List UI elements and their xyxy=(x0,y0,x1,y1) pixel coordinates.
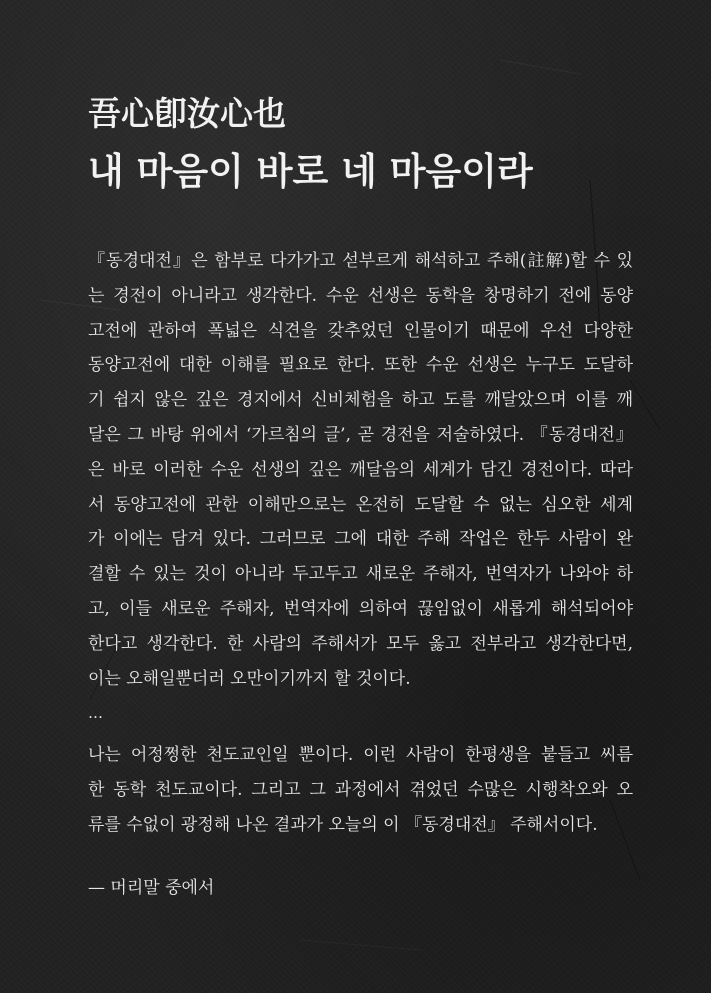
text-line: 이는 오해일뿐더러 오만이기까지 할 것이다. xyxy=(88,668,411,689)
texture-scratch xyxy=(300,940,420,950)
text-line: 가 이에는 담겨 있다. 그러므로 그에 대한 주해 작업은 한두 사람이 완 xyxy=(88,529,633,550)
body-text xyxy=(88,244,633,843)
ellipsis: … xyxy=(88,704,103,723)
text-line: 기 쉽지 않은 깊은 경지에서 신비체험을 하고 도를 깨달았으며 이를 깨 xyxy=(88,390,633,411)
paragraph-closing xyxy=(88,738,633,842)
texture-crack xyxy=(630,380,660,430)
text-line: 은 바로 이러한 수운 선생의 깊은 깨달음의 세계가 담긴 경전이다. 따라 xyxy=(88,459,633,480)
paragraph-gap xyxy=(88,730,633,738)
text-line: 한 동학 천도교이다. 그리고 그 과정에서 겪었던 수많은 시행착오와 오 xyxy=(88,780,633,801)
text-line: 달은 그 바탕 위에서 ‘가르침의 글’, 곧 경전을 저술하였다. 『동경대전』 xyxy=(88,424,633,445)
text-line: 결할 수 있는 것이 아니라 두고두고 새로운 주해자, 번역자가 나와야 하 xyxy=(88,564,633,585)
text-line: 『동경대전』은 함부로 다가가고 섣부르게 해석하고 주해(註解)할 수 있 xyxy=(88,251,633,271)
text-line: 나는 어정쩡한 천도교인일 뿐이다. 이런 사람이 한평생을 붙들고 씨름 xyxy=(88,745,633,766)
title-hanja: 吾心卽汝心也 xyxy=(88,94,286,133)
text-line: 고전에 관하여 폭넓은 식견을 갖추었던 인물이기 때문에 우선 다양한 xyxy=(88,320,633,341)
text-line: 류를 수없이 광정해 나온 결과가 오늘의 이 『동경대전』 주해서이다. xyxy=(88,814,598,835)
text-line: 는 경전이 아니라고 생각한다. 수운 선생은 동학을 창명하기 전에 동양 xyxy=(88,285,633,306)
paragraph-preface xyxy=(88,244,633,696)
title-korean: 내 마음이 바로 네 마음이라 xyxy=(88,149,533,193)
text-line: 동양고전에 대한 이해를 필요로 한다. 또한 수운 선생은 누구도 도달하 xyxy=(88,355,633,376)
text-line: 고, 이들 새로운 주해자, 번역자에 의하여 끊임없이 새롭게 해석되어야 xyxy=(88,598,633,619)
source-attribution: — 머리말 중에서 xyxy=(88,878,215,898)
text-line: 한다고 생각한다. 한 사람의 주해서가 모두 옳고 전부라고 생각한다면, xyxy=(88,633,633,654)
texture-scratch xyxy=(500,60,580,74)
text-line: 서 동양고전에 관한 이해만으로는 온전히 도달할 수 없는 심오한 세계 xyxy=(88,494,633,515)
